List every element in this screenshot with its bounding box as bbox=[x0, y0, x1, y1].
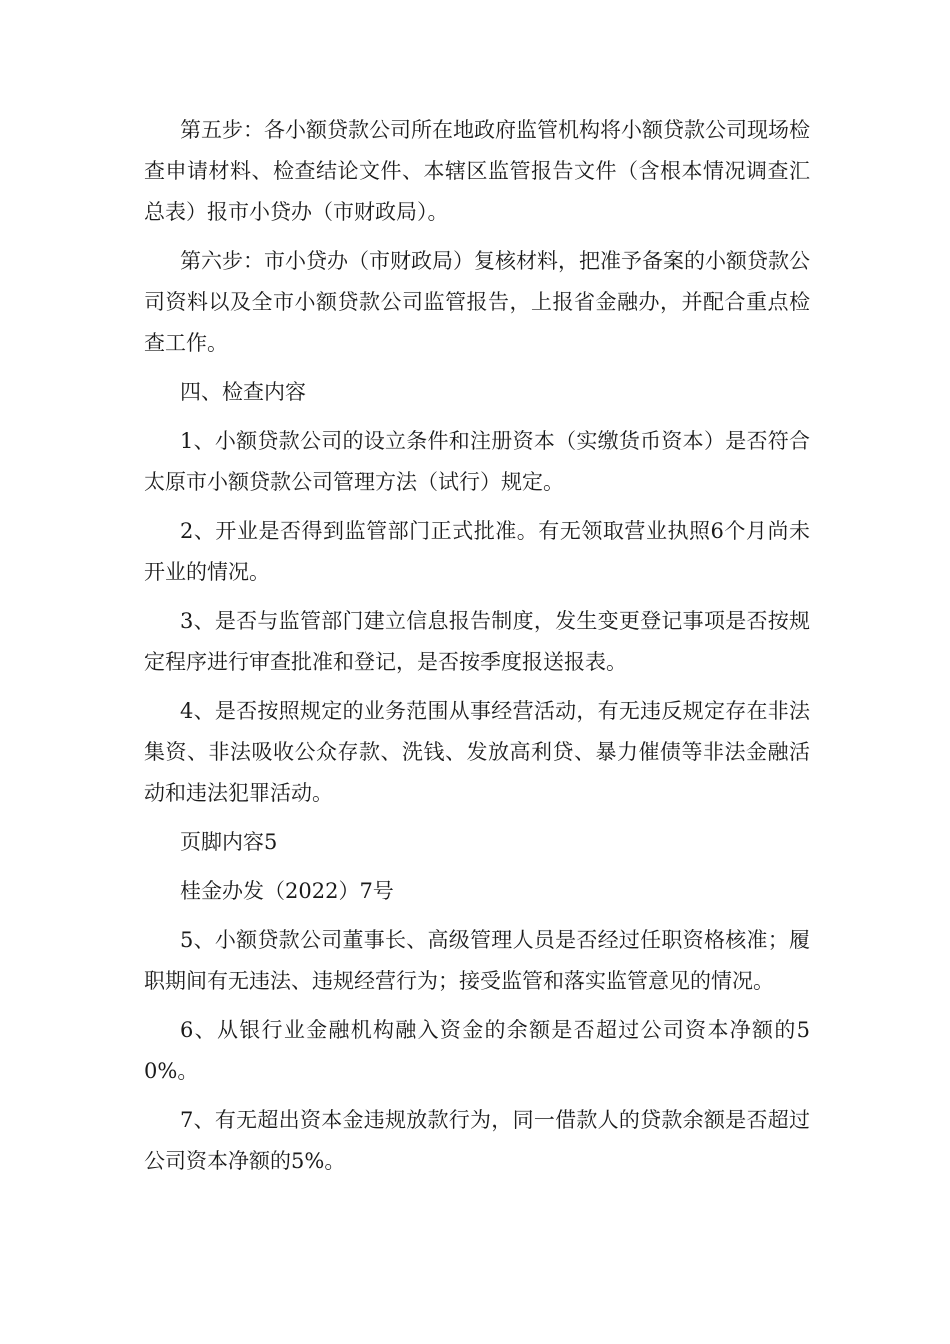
list-item-7: 7、有无超出资本金违规放款行为，同一借款人的贷款余额是否超过公司资本净额的5%。 bbox=[144, 1108, 810, 1173]
list-item-1: 1、小额贷款公司的设立条件和注册资本（实缴货币资本）是否符合太原市小额贷款公司管理方法（试行）规定。 bbox=[144, 429, 810, 494]
section-heading-inspection-content: 四、检查内容 bbox=[180, 380, 306, 404]
list-item-2: 2、开业是否得到监管部门正式批准。有无领取营业执照6个月尚未开业的情况。 bbox=[144, 519, 810, 584]
paragraph-step-six: 第六步：市小贷办（市财政局）复核材料，把准予备案的小额贷款公司资料以及全市小额贷款公司监管报告，上报省金融办，并配合重点检查工作。 bbox=[144, 249, 810, 355]
paragraph-step-five: 第五步：各小额贷款公司所在地政府监管机构将小额贷款公司现场检查申请材料、检查结论文件、本辖区监管报告文件（含根本情况调查汇总表）报市小贷办（市财政局）。 bbox=[144, 118, 810, 224]
document-body bbox=[144, 110, 810, 1190]
document-number: 桂金办发（2022）7号 bbox=[180, 879, 394, 903]
footer-content-label: 页脚内容5 bbox=[180, 830, 278, 854]
list-item-6: 6、从银行业金融机构融入资金的余额是否超过公司资本净额的50%。 bbox=[144, 1018, 810, 1083]
list-item-5: 5、小额贷款公司董事长、高级管理人员是否经过任职资格核准；履职期间有无违法、违规经营行为；接受监管和落实监管意见的情况。 bbox=[144, 928, 810, 993]
list-item-3: 3、是否与监管部门建立信息报告制度，发生变更登记事项是否按规定程序进行审查批准和登记，是否按季度报送报表。 bbox=[144, 609, 810, 674]
list-item-4: 4、是否按照规定的业务范围从事经营活动，有无违反规定存在非法集资、非法吸收公众存款、洗钱、发放高利贷、暴力催债等非法金融活动和违法犯罪活动。 bbox=[144, 699, 810, 805]
